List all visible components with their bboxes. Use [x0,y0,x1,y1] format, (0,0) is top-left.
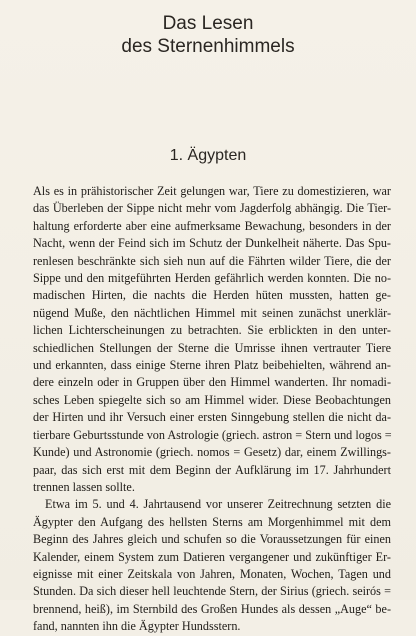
paragraph-1 [33,183,391,496]
text-line: brennend, heiß), im Sternbild des Großen Hundes als dessen „Auge“ be- [33,601,391,616]
chapter-title-line-1: Das Lesen [162,13,254,34]
text-line: Kunde) und Astronomie (griech. nomos = Gesetz) dar, einem Zwillings- [33,445,391,460]
text-line: Kalender, einem System zum Datieren vergangener und zukünftiger Er- [33,549,391,564]
chapter-title-line-2: des Sternenhimmels [121,36,295,57]
text-line: und erkannten, dass einige Sterne ihren Platz beibehielten, während an- [33,358,391,373]
text-line: Ägypter den Aufgang des hellsten Sterns am Morgenhimmel mit dem [33,514,391,529]
paragraph-2 [33,496,391,635]
text-line: Nacht, wenn der Feind sich im Schutz der Dunkelheit näherte. Das Spu- [33,236,391,251]
text-line: trennen lassen sollte. [33,479,135,494]
text-line: fand, nannten ihn die Ägypter Hundsstern. [33,619,241,634]
section-title: 1. Ägypten [169,147,247,164]
text-line: dere einzeln oder in Gruppen über den Himmel wanderten. Ihr nomadi- [33,375,391,390]
text-line: paar, das sich erst mit dem Beginn der Aufklärung im 17. Jahrhundert [33,462,391,477]
text-line: eignisse mit einer Zeitskala von Jahren, Monaten, Wochen, Tagen und [33,566,391,581]
text-line: schiedlichen Stellungen der Sterne die Umrisse ihnen vertrauter Tiere [33,340,391,355]
text-line: sches Leben spiegelte sich so am Himmel wider. Diese Beobachtungen [33,392,391,407]
text-line: Stunden. Da sich dieser hell leuchtende Stern, der Sirius (griech. seirós = [33,584,391,599]
body-text [33,183,391,636]
text-line: renlesen beschränkte sich sieh nun auf die Fährten wilder Tiere, die der [33,253,391,268]
text-line: haltung erforderte aber eine aufmerksame Bewachung, besonders in der [33,218,391,233]
text-line: Beginn des Jahres gleich und schufen so die Voraussetzungen für einen [33,532,391,547]
text-line: Sippe und den mitgeführten Herden gefährlich werden konnten. Die no- [33,271,391,286]
text-line: der Hirten und ihr Versuch einer ersten Sinngebung stellen die nicht da- [33,410,391,425]
text-line: tierbare Geburtsstunde von Astrologie (griech. astron = Stern und logos = [33,427,392,442]
chapter-title [0,12,416,58]
text-line: nügend Muße, den nächtlichen Himmel mit seinen zunächst unerklär- [33,305,391,320]
text-line: Etwa im 5. und 4. Jahrtausend vor unserer Zeitrechnung setzten die [45,497,391,512]
text-line: madischen Hirten, die nachts die Herden hüten mussten, hatten ge- [33,288,391,303]
text-line: das Überleben der Sippe nicht mehr vom Jagderfolg abhängig. Die Tier- [33,201,391,216]
text-line: lichen Lichterscheinungen zu betrachten. Sie erblickten in den unter- [33,323,391,338]
text-line: Als es in prähistorischer Zeit gelungen war, Tiere zu domestizieren, war [33,184,391,198]
